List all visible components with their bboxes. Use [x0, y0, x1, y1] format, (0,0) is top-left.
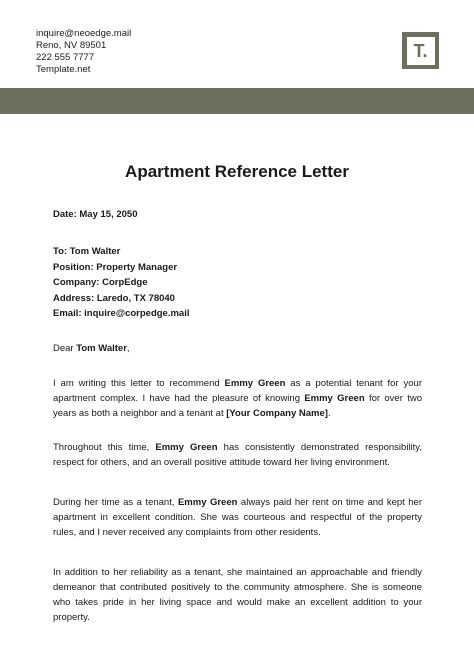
letter-title: Apartment Reference Letter: [125, 162, 349, 181]
paragraph-1: [53, 376, 422, 421]
header-band: [0, 88, 474, 114]
logo-icon: [402, 32, 439, 69]
logo-letter: T.: [413, 40, 428, 61]
paragraph-2: [53, 440, 422, 470]
sender-website: Template.net: [36, 64, 91, 75]
p1-text: for over two years as both a neighbor and a tenant at: [53, 393, 422, 419]
p1-text: I am writing this letter to recommend: [53, 378, 225, 389]
letter-date: Date: May 15, 2050: [53, 209, 138, 220]
recipient-email: Email: inquire@corpedge.mail: [53, 308, 190, 319]
p2-tenant-name: Emmy Green: [155, 442, 218, 453]
p3-tenant-name: Emmy Green: [177, 497, 238, 508]
p1-text: .: [327, 408, 331, 419]
sender-city: Reno, NV 89501: [36, 40, 107, 51]
p2-text: has consistently demonstrated responsibility, respect for others, and an overall positive attitude toward her living environment.: [53, 442, 422, 468]
greeting-prefix: Dear: [53, 343, 77, 354]
paragraph-3: [53, 495, 422, 540]
p2-text: Throughout this time,: [53, 442, 156, 453]
recipient-company: Company: CorpEdge: [53, 277, 148, 288]
recipient-block: [53, 244, 190, 322]
recipient-address: Address: Laredo, TX 78040: [53, 292, 175, 304]
greeting-name: Tom Walter: [76, 343, 127, 354]
recipient-position: Position: Property Manager: [53, 261, 178, 273]
p1-tenant-name: Emmy Green: [304, 393, 365, 404]
p3-text: always paid her rent on time and kept her apartment in excellent condition. She was courteous and respectful of the property rules, and I never received any complaints from other residents.: [53, 497, 422, 538]
recipient-to: To: Tom Walter: [53, 246, 121, 257]
p3-text: During her time as a tenant,: [53, 497, 178, 508]
sender-phone: 222 555 7777: [36, 52, 95, 63]
sender-contact-block: [36, 28, 131, 76]
greeting-suffix: ,: [126, 343, 130, 354]
paragraph-4: [53, 565, 422, 625]
logo-inner: [407, 37, 435, 65]
p4-text: In addition to her reliability as a tenant, she maintained an approachable and friendly demeanor that contributed positively to the community atmosphere. She is someone who takes pride in her living space and would make an excellent addition to your property.: [53, 567, 422, 623]
greeting: [53, 343, 130, 354]
p1-company-placeholder: [Your Company Name]: [226, 408, 328, 419]
p1-tenant-name: Emmy Green: [224, 378, 286, 389]
sender-email: inquire@neoedge.mail: [36, 28, 132, 39]
p1-text: as a potential tenant for your apartment complex. I have had the pleasure of knowing: [53, 378, 422, 404]
